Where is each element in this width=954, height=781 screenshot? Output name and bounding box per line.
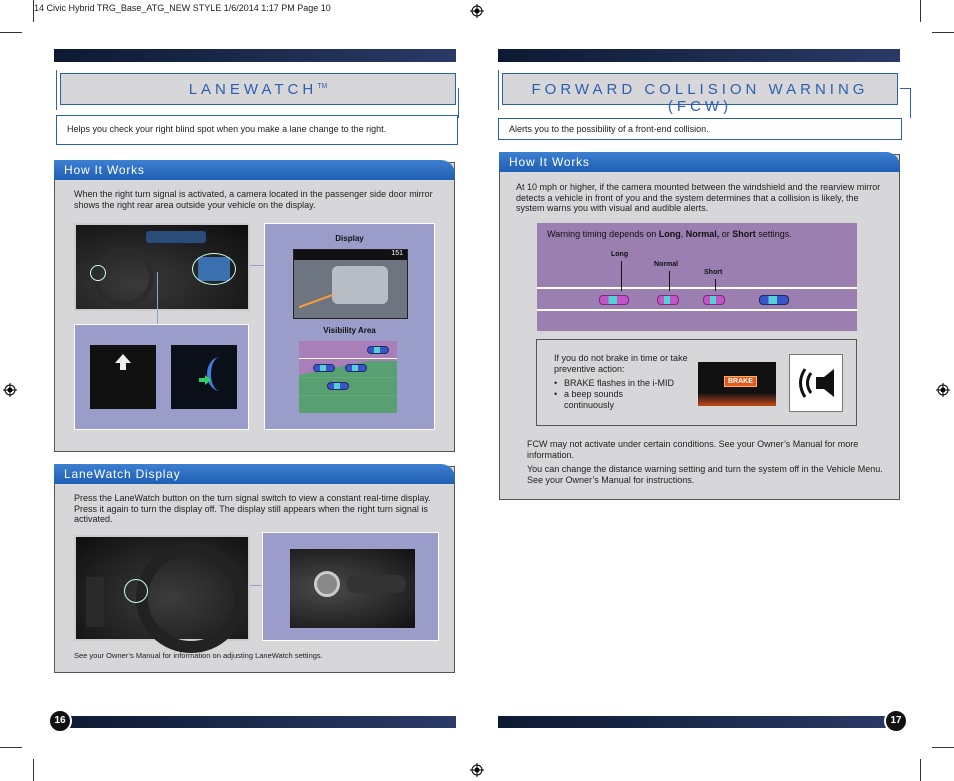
title-bracket (458, 88, 459, 118)
turn-signal-lever-photo (90, 345, 156, 409)
crop-mark (932, 32, 954, 33)
title-bracket (498, 70, 499, 110)
page-title-text: LANEWATCH (188, 81, 318, 98)
timing-normal: Normal, (685, 229, 720, 239)
registration-mark-icon (470, 763, 484, 777)
crop-mark (932, 747, 954, 748)
highlight-circle (90, 265, 106, 281)
warning-timing-diagram (537, 223, 857, 331)
speaker-icon (796, 365, 838, 401)
timing-text: , (680, 229, 686, 239)
registration-mark-icon (470, 4, 484, 18)
pointer-line (669, 271, 670, 291)
timing-text: settings. (755, 229, 792, 239)
timing-short: Short (732, 229, 756, 239)
header-bar (498, 49, 900, 62)
lanewatch-settings-note: See your Owner’s Manual for information on adjusting LaneWatch settings. (74, 651, 323, 660)
meter-display (146, 231, 206, 243)
turn-signal-photos (74, 324, 249, 430)
lane-line (537, 287, 857, 289)
air-vent (86, 577, 104, 627)
title-bracket (900, 88, 910, 89)
highlight-circle (124, 579, 148, 603)
label-long: Long (611, 251, 629, 258)
label-normal: Normal (654, 261, 679, 268)
camera-button-icon (314, 571, 340, 597)
lanewatch-button-photo (290, 549, 415, 628)
rear-camera-screen (293, 249, 408, 319)
footer-bar (498, 716, 900, 728)
i-mid-display (698, 362, 776, 406)
bullet-beep: a beep sounds continuously (564, 389, 624, 410)
crop-mark (33, 759, 34, 781)
section-heading: How It Works (499, 152, 900, 172)
lane-line (299, 358, 397, 359)
page-title (61, 81, 455, 98)
vehicle (345, 364, 367, 372)
how-it-works-body: When the right turn signal is activated, a camera located in the passenger side door mirror shows the right rear area outside your vehicle on the display. (74, 189, 433, 210)
print-slug: 14 Civic Hybrid TRG_Base_ATG_NEW STYLE 1/6/2014 1:17 PM Page 10 (34, 3, 331, 13)
pointer-line (715, 279, 716, 291)
brake-intro: If you do not brake in time or take preventive action: (554, 353, 688, 374)
display-label: Display (335, 234, 364, 243)
callout-line (157, 272, 158, 324)
crop-mark (920, 0, 921, 22)
crop-mark (0, 747, 22, 748)
crop-mark (920, 759, 921, 781)
brake-indicator: BRAKE (724, 376, 757, 387)
beep-speaker-box (789, 354, 843, 412)
fcw-note-settings: You can change the distance warning setting and turn the system off in the Vehicle Menu. See your Owner’s Manual for instructions. (527, 464, 883, 485)
timing-caption (547, 229, 792, 239)
steering-wheel-photo (74, 535, 250, 641)
pointer-line (621, 261, 622, 291)
fcw-description: Alerts you to the possibility of a front-end collision. (498, 118, 902, 140)
timing-text: Warning timing depends on (547, 229, 659, 239)
highlight-circle (192, 253, 236, 285)
timing-text: or (719, 229, 733, 239)
crop-mark (33, 0, 34, 22)
lanewatch-title-box (60, 73, 456, 105)
brake-warning-box (536, 339, 857, 426)
bullet-brake-flashes: BRAKE flashes in the i-MID (564, 378, 675, 388)
title-bracket (56, 70, 57, 110)
header-bar (54, 49, 456, 62)
screen-header (294, 250, 407, 260)
camera-car-image (332, 266, 388, 304)
bullet: • (554, 389, 558, 399)
turn-signal-stalk (346, 575, 406, 593)
registration-mark-icon (3, 383, 17, 397)
timing-long: Long (658, 229, 681, 239)
meter-arc (207, 357, 233, 391)
lane-line (537, 309, 857, 311)
bullet: • (554, 378, 558, 388)
signal-indicator-photo (171, 345, 237, 409)
registration-mark-icon (936, 383, 950, 397)
arrow-up-icon (114, 353, 132, 371)
fcw-note-conditions: FCW may not activate under certain conditions. See your Owner’s Manual for more information. (527, 439, 859, 460)
crop-mark (0, 32, 22, 33)
section-heading: How It Works (54, 160, 455, 180)
steering-wheel (136, 543, 246, 653)
label-short: Short (704, 269, 723, 276)
footer-bar (54, 716, 456, 728)
lanewatch-button-photo-frame (262, 532, 439, 641)
fcw-title-box (502, 73, 898, 115)
vehicle (327, 382, 349, 390)
own-car (367, 346, 389, 354)
lanewatch-description: Helps you check your right blind spot when you make a lane change to the right. (56, 115, 458, 145)
dashboard-photo (74, 223, 250, 311)
trademark: TM (317, 83, 328, 90)
display-illustration (264, 223, 435, 430)
fcw-how-it-works-body: At 10 mph or higher, if the camera mounted between the windshield and the rearview mirror detects a vehicle in front of you and the system determines that a collision is likely, the system warns you with visual and audible alerts. (516, 182, 881, 213)
visibility-area-label: Visibility Area (323, 326, 376, 335)
turn-arrow-icon (199, 375, 211, 385)
page-number: 17 (884, 709, 908, 733)
vehicle-ahead (599, 295, 629, 305)
title-bracket (910, 88, 911, 118)
guide-line (299, 294, 334, 308)
section-heading: LaneWatch Display (54, 464, 455, 484)
screen-number: 151 (391, 250, 403, 257)
visibility-diagram (299, 341, 397, 413)
own-car (759, 295, 789, 305)
vehicle (313, 364, 335, 372)
page-title: FORWARD COLLISION WARNING (FCW) (531, 81, 869, 115)
lanewatch-display-body: Press the LaneWatch button on the turn signal switch to view a constant real-time display. Press it again to turn the display off. The display still appears when the right turn signal is activated. (74, 493, 431, 524)
vehicle-ahead (703, 295, 725, 305)
vehicle-ahead (657, 295, 679, 305)
page-number: 16 (48, 709, 72, 733)
